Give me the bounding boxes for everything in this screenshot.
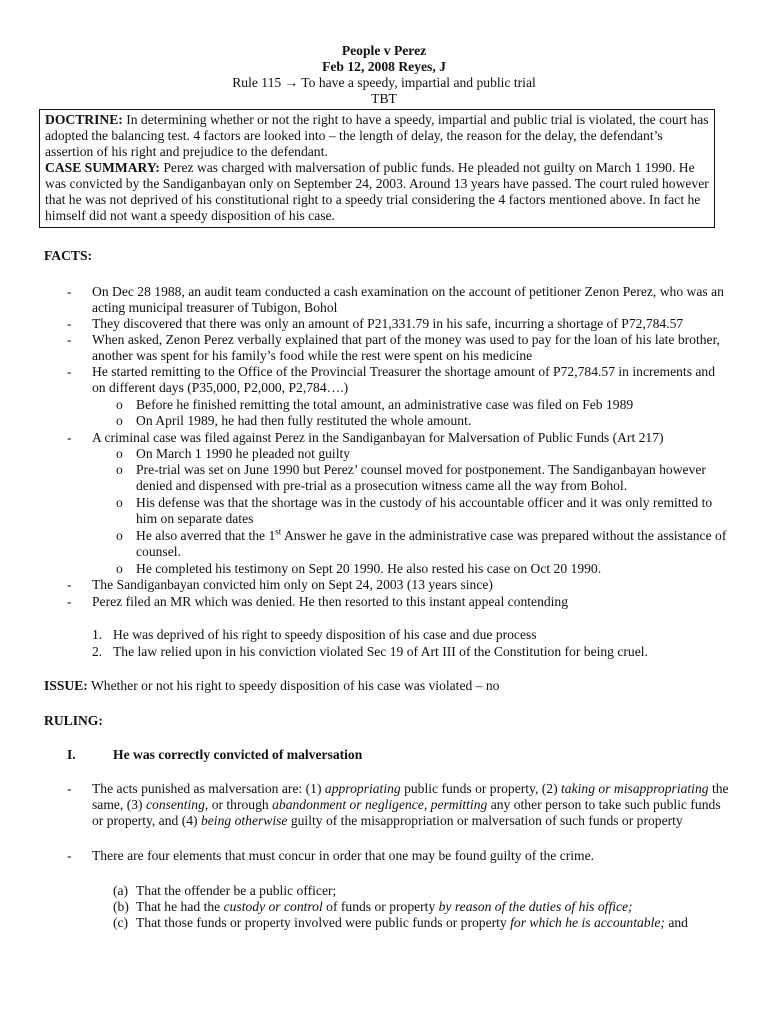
fact-item: On Dec 28 1988, an audit team conducted a cash examination on the account of petitioner Zenon Perez, who was an acting municipal treasurer of Tubigon, Bohol <box>92 284 724 315</box>
case-date: Feb 12, 2008 Reyes, J <box>322 59 446 74</box>
dash-marker: - <box>67 848 72 863</box>
malversation-acts <box>92 781 732 829</box>
ordinal-superscript: st <box>275 526 282 537</box>
elements-intro: There are four elements that must concur in order that one may be found guilty of the crime. <box>92 848 595 863</box>
section-number: I. <box>67 747 76 762</box>
dash-marker: - <box>67 332 72 347</box>
bullet-marker: o <box>116 495 123 510</box>
section-title: He was correctly convicted of malversation <box>113 747 363 762</box>
italic-run: consenting <box>145 797 205 812</box>
doctrine-paragraph <box>45 112 709 160</box>
dash-marker: - <box>67 430 72 445</box>
text-run: guilty of the misappropriation or malversation of such funds or property <box>287 813 683 828</box>
italic-run: appropriating <box>324 781 401 796</box>
summary-box <box>39 109 715 228</box>
issue-paragraph <box>44 678 734 694</box>
contention-item: The law relied upon in his conviction violated Sec 19 of Art III of the Constitution for being cruel. <box>113 644 648 659</box>
bullet-marker: o <box>116 561 123 576</box>
text-run: and <box>664 915 688 930</box>
text-run: That he had the <box>136 899 224 914</box>
dash-marker: - <box>67 316 72 331</box>
fact-item: Perez filed an MR which was denied. He then resorted to this instant appeal contending <box>92 594 569 609</box>
element-label: (a) <box>113 883 129 898</box>
text-run: public funds or property, (2) <box>400 781 562 796</box>
case-header <box>0 43 768 107</box>
fact-sub-item <box>136 528 732 560</box>
contention-item: He was deprived of his right to speedy disposition of his case and due process <box>113 627 537 642</box>
bullet-marker: o <box>116 446 123 461</box>
fact-sub-item: His defense was that the shortage was in the custody of his accountable officer and it was only remitted to him on separate dates <box>136 495 713 526</box>
case-summary-text: Perez was charged with malversation of public funds. He pleaded not guilty on March 1 1990. He was convicted by the Sandiganbayan only on September 24, 2003. Around 13 years have passed. The court ruled however that he was not deprived of his constitutional right to a speedy trial considering the 4 factors mentioned above. In fact he himself did not want a speedy disposition of his case. <box>45 160 709 223</box>
fact-item: A criminal case was filed against Perez in the Sandiganbayan for Malversation of Public Funds (Art 217) <box>92 430 664 445</box>
doctrine-text: In determining whether or not the right to have a speedy, impartial and public trial is violated, the court has adopted the balancing test. 4 factors are looked into – the length of delay, the reason for the delay, the defendant’s assertion of his right and prejudice to the defendant. <box>45 112 709 159</box>
rule-line: Rule 115 → To have a speedy, impartial and public trial <box>232 75 536 90</box>
fact-sub-item: On April 1989, he had then fully restituted the whole amount. <box>136 413 472 428</box>
italic-run: custody or control <box>223 899 323 914</box>
dash-marker: - <box>67 781 72 796</box>
dash-marker: - <box>67 284 72 299</box>
dash-marker: - <box>67 594 72 609</box>
fact-item: He started remitting to the Office of the Provincial Treasurer the shortage amount of P72,784.57 in increments and on different days (P35,000, P2,000, P2,784….) <box>92 364 716 395</box>
element-item <box>136 899 732 915</box>
fact-item: They discovered that there was only an amount of P21,331.79 in his safe, incurring a shortage of P72,784.57 <box>92 316 684 331</box>
dash-marker: - <box>67 577 72 592</box>
italic-run: for which he is accountable; <box>510 915 665 930</box>
bullet-marker: o <box>116 462 123 477</box>
case-summary-paragraph <box>45 160 709 224</box>
text-run: That those funds or property involved were public funds or property <box>136 915 511 930</box>
case-title: People v Perez <box>341 43 427 58</box>
bullet-marker: o <box>116 413 123 428</box>
fact-sub-item: Pre-trial was set on June 1990 but Perez’ counsel moved for postponement. The Sandiganbayan however denied and dispensed with pre-trial as a prosecution witness came all the way from Bohol. <box>136 462 706 493</box>
answer-text-start: He also averred that the 1 <box>136 528 276 543</box>
fact-sub-item: On March 1 1990 he pleaded not guilty <box>136 446 351 461</box>
dash-marker: - <box>67 364 72 379</box>
bullet-marker: o <box>116 528 123 543</box>
ruling-heading: RULING: <box>44 713 103 728</box>
italic-run: taking or misappropriating <box>561 781 709 796</box>
doctrine-label: DOCTRINE: <box>45 112 123 127</box>
element-item: That the offender be a public officer; <box>136 883 337 898</box>
text-run: any other person to take such public funds or property, and (4) <box>92 797 721 828</box>
fact-sub-item: He completed his testimony on Sept 20 1990. He also rested his case on Oct 20 1990. <box>136 561 602 576</box>
list-number: 1. <box>92 627 103 642</box>
issue-label: ISSUE: <box>44 678 88 693</box>
facts-heading: FACTS: <box>44 248 93 263</box>
italic-run: being otherwise <box>200 813 288 828</box>
element-item <box>136 915 732 931</box>
case-summary-label: CASE SUMMARY: <box>45 160 160 175</box>
fact-item: When asked, Zenon Perez verbally explained that part of the money was used to pay for the loan of his late brother, another was spent for his family’s food while the rest were spent on his medicine <box>92 332 720 363</box>
fact-item: The Sandiganbayan convicted him only on Sept 24, 2003 (13 years since) <box>92 577 493 592</box>
text-run: of funds or property <box>322 899 439 914</box>
element-label: (b) <box>113 899 129 914</box>
text-run: The acts punished as malversation are: (1) <box>92 781 325 796</box>
text-run: the same, (3) <box>92 781 729 812</box>
issue-text: Whether or not his right to speedy disposition of his case was violated – no <box>87 678 500 693</box>
element-label: (c) <box>113 915 129 930</box>
italic-run: by reason of the duties of his office; <box>438 899 633 914</box>
bullet-marker: o <box>116 397 123 412</box>
answer-text-end: Answer he gave in the administrative case was prepared without the assistance of counsel. <box>136 528 727 559</box>
italic-run: abandonment or negligence, permitting <box>272 797 488 812</box>
tag-line: TBT <box>371 91 397 106</box>
fact-sub-item: Before he finished remitting the total amount, an administrative case was filed on Feb 1989 <box>136 397 634 412</box>
text-run: , or through <box>204 797 273 812</box>
list-number: 2. <box>92 644 103 659</box>
